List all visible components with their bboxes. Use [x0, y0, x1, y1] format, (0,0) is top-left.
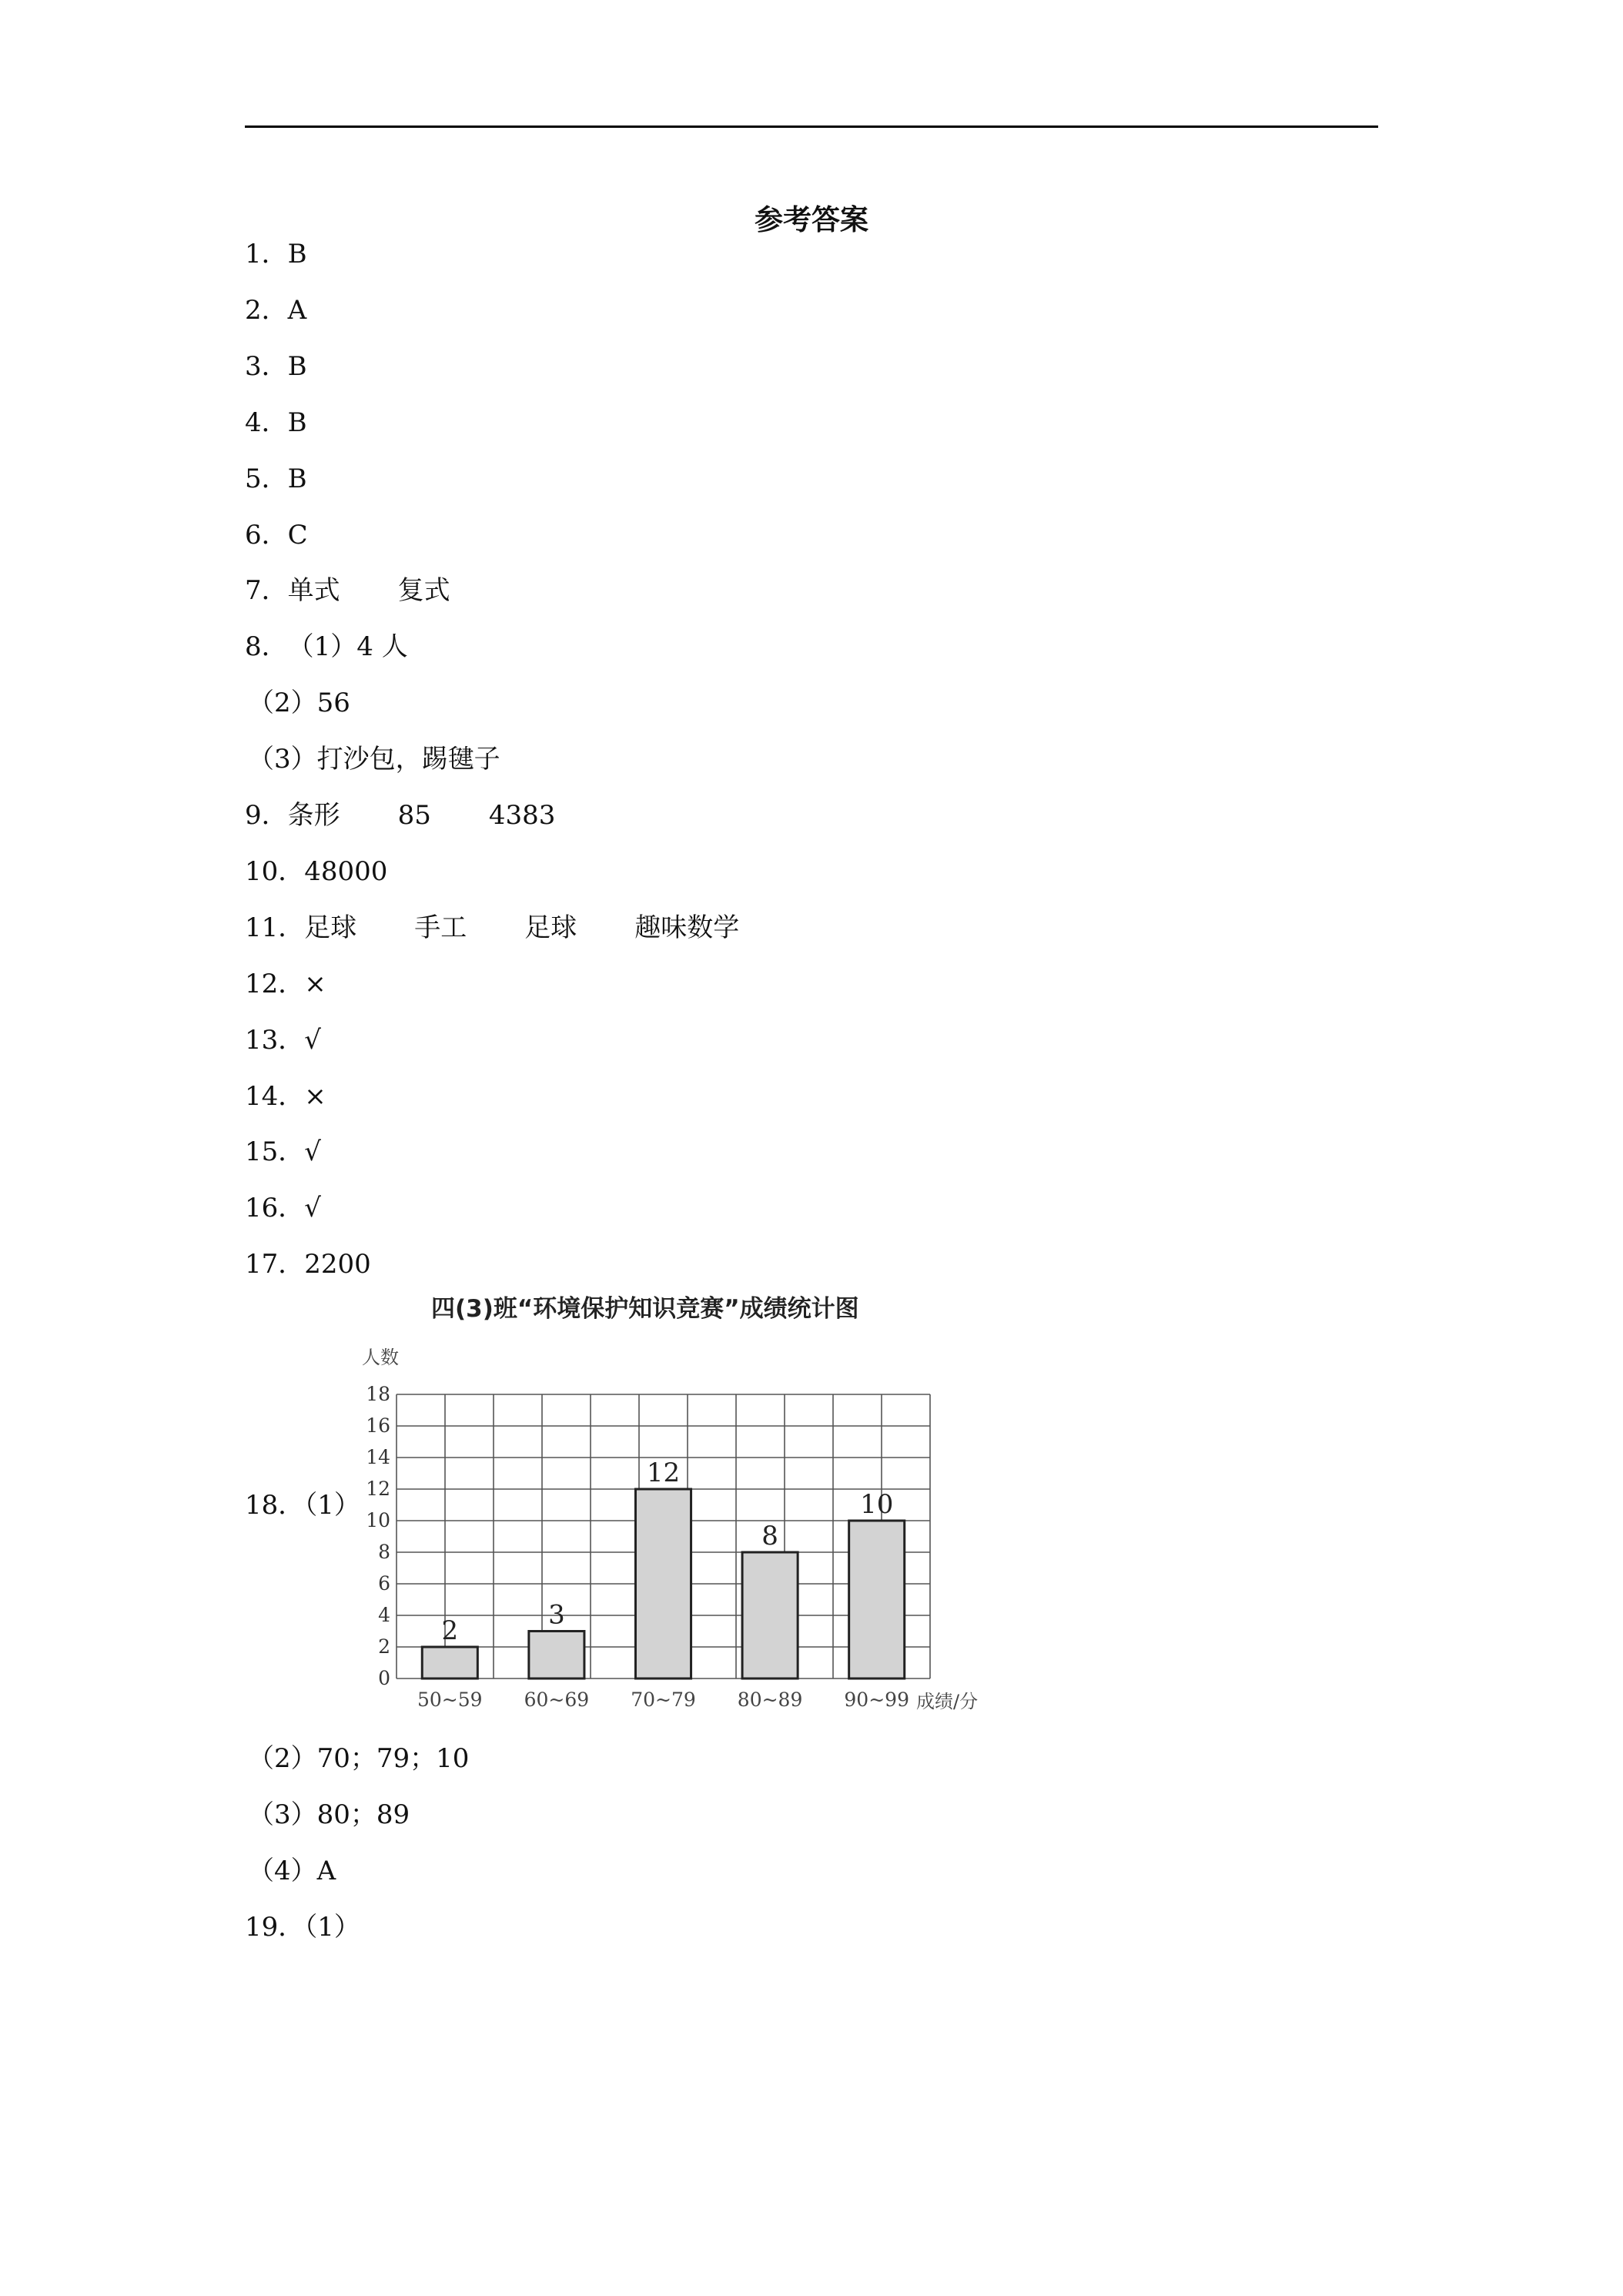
answer-text: 条形 — [287, 800, 340, 831]
answer-line — [245, 1081, 326, 1112]
x-tick-label: 70~79 — [631, 1689, 696, 1711]
bar — [529, 1632, 584, 1679]
answer-line — [248, 744, 500, 775]
y-tick-label: 10 — [366, 1509, 390, 1531]
page-title: 参考答案 — [755, 203, 868, 236]
answer-text: × — [304, 1081, 326, 1112]
answer-number: 17． — [245, 1249, 305, 1280]
y-tick-label: 8 — [378, 1541, 390, 1563]
answer-text: 85 — [397, 800, 431, 831]
answer-number: 13． — [245, 1025, 305, 1056]
answer-text: 2200 — [304, 1249, 371, 1280]
bar-data-label: 2 — [441, 1615, 459, 1646]
answer-number: 9． — [245, 800, 288, 831]
answer-text: √ — [304, 1025, 321, 1056]
bar-data-label: 12 — [646, 1458, 681, 1488]
answer-line — [248, 688, 350, 718]
y-tick-label: 12 — [366, 1478, 390, 1500]
answer-text: 足球 — [304, 912, 357, 943]
answer-line — [245, 239, 307, 269]
bar-data-label: 3 — [548, 1599, 565, 1631]
q19-label: 19．（1） — [245, 1912, 360, 1943]
answer-text: （2）56 — [248, 688, 350, 718]
q18-label: 18．（1） — [245, 1490, 360, 1521]
answer-line — [245, 575, 450, 606]
answer-text: 单式 — [287, 575, 340, 606]
answer-number: 12． — [245, 969, 305, 999]
bar — [422, 1647, 477, 1678]
answer-number: 10． — [245, 856, 305, 887]
answer-text: B — [287, 239, 307, 269]
answer-number: 15． — [245, 1136, 305, 1167]
y-tick-label: 4 — [378, 1604, 390, 1626]
y-tick-labels — [366, 1383, 390, 1689]
answer-text: （1）4 人 — [287, 631, 408, 662]
score-bar-chart — [362, 1292, 1009, 1719]
y-tick-label: 18 — [366, 1383, 390, 1405]
answer-text: B — [287, 464, 307, 494]
answer-text: 手工 — [414, 912, 467, 943]
answer-text: C — [287, 520, 308, 551]
answer-text: 48000 — [304, 856, 388, 887]
answer-line — [245, 969, 326, 999]
y-tick-label: 6 — [378, 1572, 390, 1595]
answer-number: 6． — [245, 520, 288, 551]
answer-line — [245, 295, 306, 326]
answer-line: （4）A — [248, 1856, 336, 1886]
answer-line — [245, 351, 307, 382]
chart-bars — [422, 1458, 904, 1678]
x-tick-label: 80~89 — [737, 1689, 803, 1711]
answer-number: 7． — [245, 575, 288, 606]
y-tick-label: 14 — [366, 1446, 390, 1468]
answer-line — [245, 631, 408, 662]
answer-line — [245, 464, 307, 494]
answer-number: 1． — [245, 239, 288, 269]
x-tick-labels — [417, 1689, 909, 1711]
y-tick-label: 0 — [378, 1667, 390, 1689]
bar — [635, 1489, 691, 1678]
y-axis-label: 人数 — [362, 1347, 399, 1368]
answer-number: 16． — [245, 1193, 305, 1223]
answer-line — [245, 1249, 371, 1280]
bar-data-label: 10 — [860, 1489, 894, 1520]
answer-number: 8． — [245, 631, 288, 662]
answer-text: 4383 — [488, 800, 556, 831]
header-rule — [245, 126, 1378, 128]
answer-number: 4． — [245, 407, 288, 438]
answer-number: 14． — [245, 1081, 305, 1112]
chart-title: 四(3)班“环境保护知识竞赛”成绩统计图 — [431, 1295, 859, 1323]
answer-text: B — [287, 407, 307, 438]
answer-text: B — [287, 351, 307, 382]
answer-text: （3）打沙包，踢毽子 — [248, 744, 500, 775]
answer-line — [245, 1025, 321, 1056]
answer-line — [245, 1193, 321, 1223]
answer-line — [245, 856, 387, 887]
answer-line — [245, 912, 739, 943]
x-tick-label: 90~99 — [844, 1689, 909, 1711]
answer-line — [245, 800, 555, 831]
answer-number: 11． — [245, 912, 305, 943]
answer-text: 趣味数学 — [634, 912, 740, 943]
y-tick-label: 2 — [378, 1635, 390, 1658]
x-tick-label: 50~59 — [417, 1689, 483, 1711]
answer-line — [245, 1136, 321, 1167]
bar — [849, 1521, 905, 1678]
answer-text: A — [287, 295, 307, 326]
answer-line — [245, 407, 307, 438]
answer-line: （2）70；79；10 — [248, 1743, 470, 1774]
answer-text: √ — [304, 1193, 321, 1223]
x-axis-label: 成绩/分 — [916, 1691, 979, 1712]
answer-text: √ — [304, 1136, 321, 1167]
answer-number: 5． — [245, 464, 288, 494]
x-tick-label: 60~69 — [524, 1689, 590, 1711]
y-tick-label: 16 — [366, 1414, 390, 1437]
answer-line — [245, 520, 308, 551]
bar — [742, 1552, 798, 1678]
answer-line: （3）80；89 — [248, 1799, 410, 1830]
answer-number: 2． — [245, 295, 288, 326]
answer-text: 复式 — [397, 575, 450, 606]
answer-number: 3． — [245, 351, 288, 382]
answer-text: × — [304, 969, 326, 999]
bar-data-label: 8 — [761, 1521, 778, 1551]
answer-text: 足球 — [524, 912, 577, 943]
